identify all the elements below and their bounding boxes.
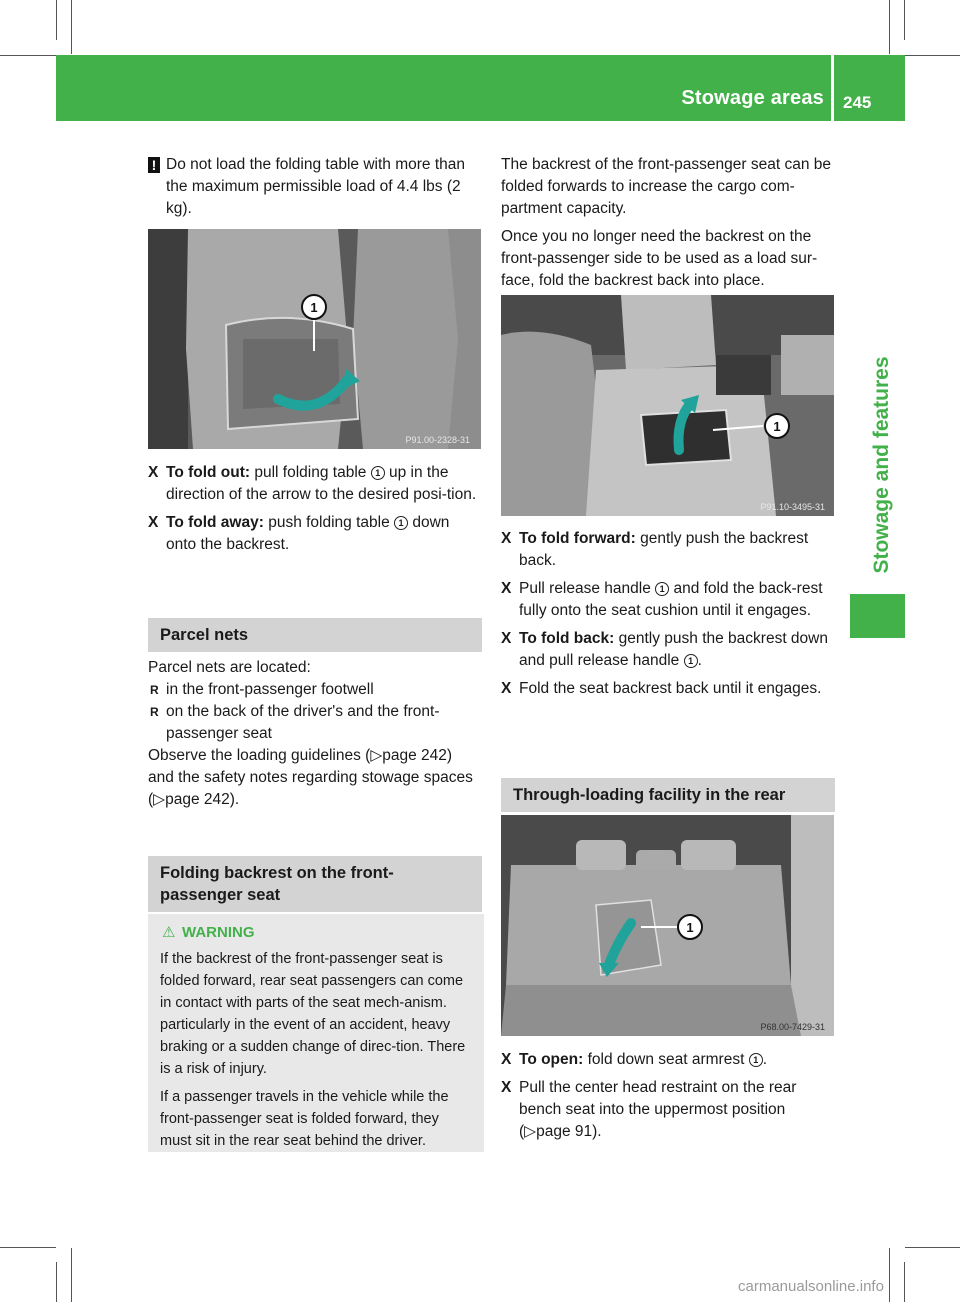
step-marker-icon: X — [501, 530, 512, 547]
parcel-nets-text — [148, 657, 482, 811]
bullet-icon: R — [150, 683, 159, 697]
photo-callout: 1 — [310, 300, 318, 315]
crop-mark — [904, 0, 905, 40]
crop-mark — [905, 55, 960, 56]
page-ref-arrow-icon: ▷ — [153, 791, 166, 808]
step-marker-icon: X — [501, 580, 512, 597]
warning-text: If the backrest of the front-passenger seat is folded forward, rear seat passengers can come in contact with parts of the seat mech-anism. particularly in the event of an accident, heavy braking or a sudden change of direc-tion. There is a risk of injury. — [160, 951, 466, 1077]
crop-mark — [56, 0, 57, 40]
watermark: carmanualsonline.info — [738, 1278, 884, 1295]
crop-mark — [0, 55, 56, 56]
photo-callout: 1 — [773, 419, 781, 434]
section-heading: Through-loading facility in the rear — [501, 778, 835, 812]
step-head-restraint: X Pull the center head restraint on the rear bench seat into the uppermost position (▷page 91). — [501, 1079, 797, 1140]
callout-1-icon: 1 — [394, 516, 408, 530]
step-fold-out: X To fold out: pull folding table 1 up in the direction of the arrow to the desired posi-tion. — [148, 464, 477, 503]
folding-table-photo — [148, 229, 481, 449]
photo-code: P68.00-7429-31 — [760, 1022, 825, 1032]
parcel-intro: Parcel nets are located: — [148, 659, 311, 676]
photo-code: P91.00-2328-31 — [405, 435, 470, 445]
callout-1-icon: 1 — [749, 1053, 763, 1067]
backrest-photo — [501, 295, 834, 516]
notice-text: Do not load the folding table with more than the maximum permissible load of 4.4 lbs (2 kg). — [166, 156, 465, 217]
step-fold-away: X To fold away: push folding table 1 down onto the backrest. — [148, 514, 450, 553]
crop-mark — [56, 1262, 57, 1302]
step-fold-seat-back: X Fold the seat backrest back until it engages. — [501, 678, 835, 700]
steps-folding-table — [148, 462, 482, 562]
step-open: X To open: fold down seat armrest 1 . — [501, 1049, 835, 1071]
section-heading: Folding backrest on the front-passenger seat — [148, 856, 482, 912]
section-heading: Parcel nets — [148, 618, 482, 652]
crop-mark — [889, 1248, 890, 1302]
bullet-icon: R — [150, 705, 159, 719]
steps-backrest — [501, 528, 835, 706]
page-ref-link[interactable]: page 242 — [382, 747, 447, 764]
warning-box — [148, 914, 484, 1152]
step-fold-back: X To fold back: gently push the backrest down and pull release handle 1 . — [501, 630, 828, 669]
warning-title: ⚠ WARNING — [160, 922, 472, 944]
page-ref-arrow-icon: ▷ — [524, 1123, 537, 1140]
photo-code: P91.10-3495-31 — [760, 502, 825, 512]
chapter-tab: Stowage and features — [870, 356, 893, 574]
list-item: R on the back of the driver's and the front-passenger seat — [150, 703, 440, 742]
crop-mark — [0, 1247, 56, 1248]
warning-icon: ⚠ — [162, 924, 176, 941]
page-ref-link[interactable]: page 91 — [536, 1123, 593, 1140]
callout-1-icon: 1 — [371, 466, 385, 480]
crop-mark — [71, 0, 72, 54]
step-fold-forward: X To fold forward: gently push the backrest back. — [501, 530, 809, 569]
header-separator — [831, 55, 834, 121]
exclamation-icon: ! — [148, 157, 160, 173]
step-marker-icon: X — [148, 464, 159, 481]
page-ref-arrow-icon: ▷ — [370, 747, 383, 764]
crop-mark — [71, 1248, 72, 1302]
warning-text: If a passenger travels in the vehicle while the front-passenger seat is folded forward, they must sit in the rear seat behind the driver. — [160, 1089, 449, 1149]
step-marker-icon: X — [148, 514, 159, 531]
page-number: 245 — [843, 93, 872, 112]
step-pull-release: X Pull release handle 1 and fold the back-rest fully onto the seat cushion until it engages. — [501, 580, 823, 619]
step-marker-icon: X — [501, 1051, 512, 1068]
notice — [148, 154, 482, 220]
page-title: Stowage areas — [681, 87, 824, 109]
step-marker-icon: X — [501, 680, 512, 697]
parcel-note: Observe the loading guidelines (▷page 242) and the safety notes regarding stowage spaces (▷page 242). — [148, 747, 473, 808]
chapter-marker — [850, 594, 905, 638]
callout-1-icon: 1 — [684, 654, 698, 668]
crop-mark — [905, 1247, 960, 1248]
list-item: R in the front-passenger footwell — [148, 679, 482, 701]
crop-mark — [904, 1262, 905, 1302]
steps-through-loading — [501, 1049, 835, 1149]
photo-callout: 1 — [686, 920, 694, 935]
backrest-intro: The backrest of the front-passenger seat can be folded forwards to increase the cargo com-partment capacity. Once you no longer need the backrest on the front-passenger side to be used as a load sur-face, fold the backrest back into place. — [501, 156, 831, 289]
step-marker-icon: X — [501, 630, 512, 647]
page-ref-link[interactable]: page 242 — [165, 791, 230, 808]
crop-mark — [889, 0, 890, 54]
callout-1-icon: 1 — [655, 582, 669, 596]
step-marker-icon: X — [501, 1079, 512, 1096]
rear-seat-photo — [501, 815, 834, 1036]
